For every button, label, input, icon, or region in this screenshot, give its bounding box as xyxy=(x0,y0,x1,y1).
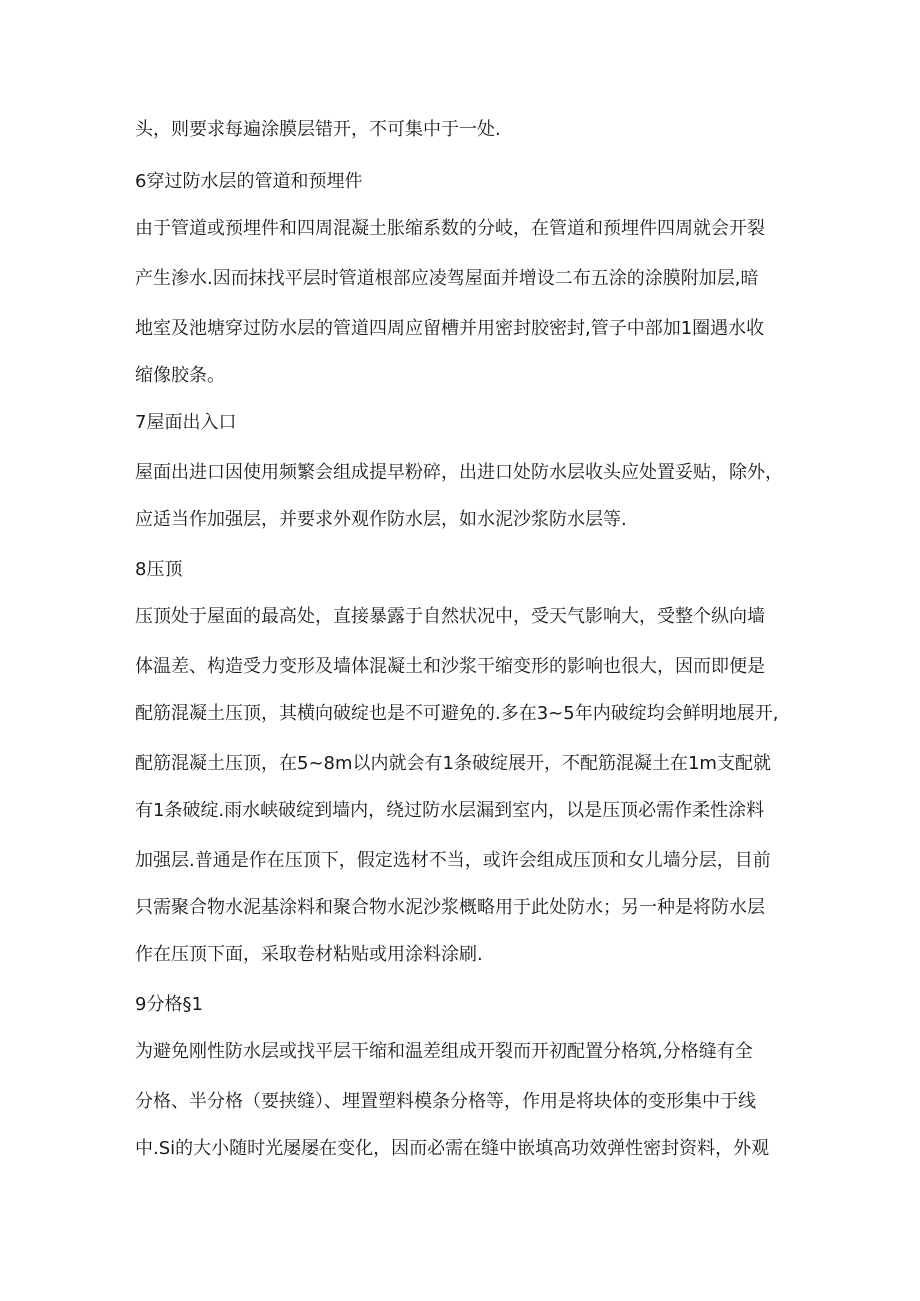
paragraph-line: 配筋混凝土压顶，其横向破绽也是不可避免的.多在3~5年内破绽均会鲜明地展开, xyxy=(135,703,779,724)
section-heading: 8压顶 xyxy=(135,559,183,580)
paragraph-line: 中.Si的大小随时光屡屡在变化，因而必需在缝中嵌填高功效弹性密封资料，外观 xyxy=(135,1138,770,1159)
paragraph-line: 体温差、构造受力变形及墙体混凝土和沙浆干缩变形的影响也很大，因而即便是 xyxy=(135,656,765,677)
section-heading: 6穿过防水层的管道和预埋件 xyxy=(135,171,363,192)
paragraph-line: 为避免刚性防水层或找平层干缩和温差组成开裂而开初配置分格筑,分格缝有全 xyxy=(135,1041,753,1062)
paragraph-line: 产生渗水.因而抹找平层时管道根部应凌驾屋面并增设二布五涂的涂膜附加层,暗 xyxy=(135,268,759,289)
paragraph-line: 加强层.普通是作在压顶下，假定选材不当，或许会组成压顶和女儿墙分层，目前 xyxy=(135,850,771,871)
paragraph-line: 压顶处于屋面的最高处，直接暴露于自然状况中，受天气影响大，受整个纵向墙 xyxy=(135,606,765,627)
paragraph-line: 头，则要求每遍涂膜层错开，不可集中于一处. xyxy=(135,119,501,140)
paragraph-line: 有1条破绽.雨水峡破绽到墙内，绕过防水层漏到室内，以是压顶必需作柔性涂料 xyxy=(135,800,765,821)
paragraph-line: 分格、半分格（要挟缝）、埋置塑料模条分格等，作用是将块体的变形集中于线 xyxy=(135,1091,756,1112)
paragraph-line: 应适当作加强层，并要求外观作防水层，如水泥沙浆防水层等. xyxy=(135,509,627,530)
paragraph-line: 只需聚合物水泥基涂料和聚合物水泥沙浆概略用于此处防水；另一种是将防水层 xyxy=(135,897,765,918)
paragraph-line: 配筋混凝土压顶，在5~8m以内就会有1条破绽展开，不配筋混凝土在1m支配就 xyxy=(135,753,771,774)
section-heading: 9分格§1 xyxy=(135,994,203,1015)
paragraph-line: 由于管道或预埋件和四周混凝土胀缩系数的分岐，在管道和预埋件四周就会开裂 xyxy=(135,218,765,239)
paragraph-line: 作在压顶下面，采取卷材粘贴或用涂料涂刷. xyxy=(135,944,483,965)
paragraph-line: 缩像胶条。 xyxy=(135,365,225,386)
section-heading: 7屋面出入口 xyxy=(135,412,237,433)
paragraph-line: 屋面出进口因使用频繁会组成提早粉碎，出进口处防水层收头应处置妥贴，除外， xyxy=(135,462,783,483)
paragraph-line: 地室及池塘穿过防水层的管道四周应留槽并用密封胶密封,管子中部加1圈遇水收 xyxy=(135,318,765,339)
